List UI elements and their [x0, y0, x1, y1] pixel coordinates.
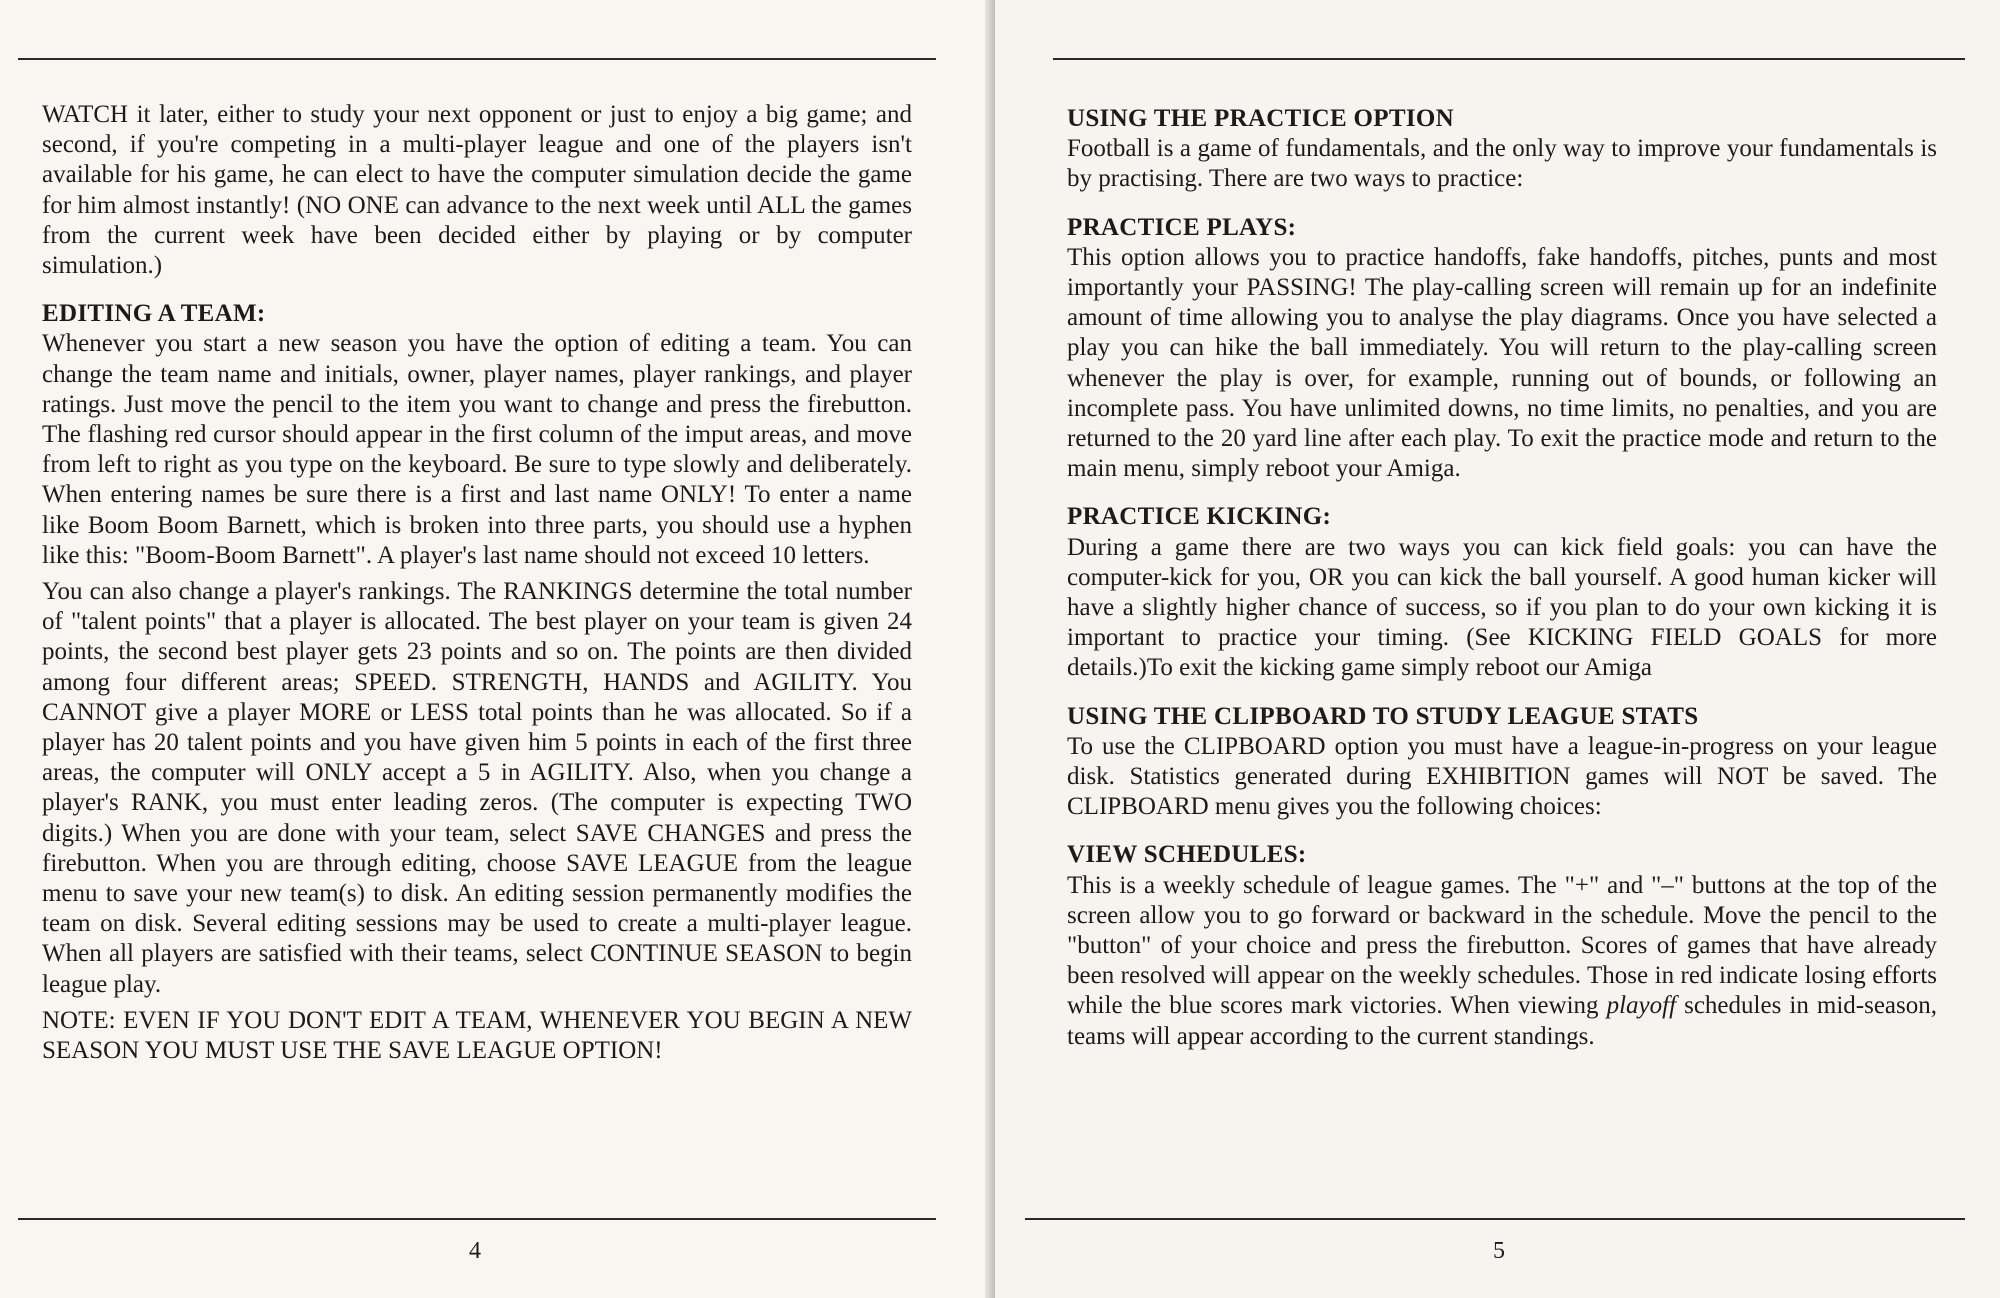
editing-paragraph-2: You can also change a player's rankings. The RANKINGS determine the total number of "talent points" that a player is allocated. The best player on your team is given 24 points, the second best player gets 23 points and so on. The points are then divided among four different areas; SPEED. STRENGTH, HANDS and AGILITY. You CANNOT give a player MORE or LESS total points than he was allocated. So if a player has 20 talent points and you have given him 5 points in each of the first three areas, the computer will ONLY accept a 5 in AGILITY. Also, when you change a player's RANK, you must enter leading zeros. (The computer is expecting TWO digits.) When you are done with your team, select SAVE CHANGES and press the firebutton. When you are through editing, choose SAVE LEAGUE from the league menu to save your new team(s) to disk. An editing session permanently modifies the team on disk. Several editing sessions may be used to create a multi-player league. When all players are satisfied with their teams, select CONTINUE SEASON to begin league play. [42, 578, 912, 998]
top-rule [18, 58, 936, 60]
page-left [0, 0, 990, 1298]
practice-heading: USING THE PRACTICE OPTION [1067, 105, 1454, 132]
page-number: 5 [1493, 1238, 1505, 1264]
page-right-content [1067, 102, 1937, 1058]
top-rule [1053, 58, 1965, 60]
clipboard-heading: USING THE CLIPBOARD TO STUDY LEAGUE STATS [1067, 702, 1699, 730]
practice-plays-paragraph: This option allows you to practice handoffs, fake handoffs, pitches, punts and most importantly your PASSING! The play-calling screen will remain up for an indefinite amount of time allowing you to analyse the play diagrams. Once you have selected a play you can hike the ball immediately. You will return to the play-calling screen whenever the play is over, for example, running out of bounds, or following an incomplete pass. You have unlimited downs, no time limits, no penalties, and you are returned to the 20 yard line after each play. To exit the practice mode and return to the main menu, simply reboot your Amiga. [1067, 243, 1937, 483]
editing-paragraph-1: Whenever you start a new season you have the option of editing a team. You can change the team name and initials, owner, player names, player rankings, and player ratings. Just move the pencil to the item you want to change and press the firebutton. The flashing red cursor should appear in the first column of the imput areas, and move from left to right as you type on the keyboard. Be sure to type slowly and deliberately. When entering names be sure there is a first and last name ONLY! To enter a name like Boom Boom Barnett, which is broken into three parts, you should use a hyphen like this: "Boom-Boom Barnett". A player's last name should not exceed 10 letters. [42, 330, 912, 569]
practice-paragraph: Football is a game of fundamentals, and the only way to improve your fundamentals is by practising. There are two ways to practice: [1067, 135, 1937, 193]
page-right [995, 0, 2000, 1298]
intro-paragraph: WATCH it later, either to study your next opponent or just to enjoy a big game; and second, if you're competing in a multi-player league and one of the players isn't available for his game, he can elect to have the computer simulation decide the game for him almost instantly! (NO ONE can advance to the next week until ALL the games from the current week have been decided either by playing or by computer simulation.) [42, 101, 912, 280]
bottom-rule [18, 1218, 936, 1220]
practice-kicking-paragraph: During a game there are two ways you can kick field goals: you can have the computer-kick for you, OR you can kick the ball yourself. A good human kicker will have a slightly higher chance of success, so if you plan to do your own kicking it is important to practice your timing. (See KICKING FIELD GOALS for more details.)To exit the kicking game simply reboot our Amiga [1067, 533, 1937, 682]
save-league-note: NOTE: EVEN IF YOU DON'T EDIT A TEAM, WHENEVER YOU BEGIN A NEW SEASON YOU MUST USE THE SAVE LEAGUE OPTION! [42, 1006, 912, 1065]
view-schedules-paragraph [1067, 871, 1937, 1052]
practice-plays-heading: PRACTICE PLAYS: [1067, 213, 1297, 241]
schedules-text-italic: playoff [1606, 992, 1677, 1020]
view-schedules-heading: VIEW SCHEDULES: [1067, 841, 1307, 869]
bottom-rule [1025, 1218, 1965, 1220]
page-left-content [42, 100, 912, 1072]
schedules-text-start: This is a weekly schedule of league games. The "+" and "–" buttons at the top of the screen allow you to go forward or backward in the schedule. Move the pencil to the "button" of your choice and press the firebutton. Scores of games that have already been resolved will appear on the weekly schedules. Those in red indicate losing efforts while the blue scores mark victories. When viewing [1067, 871, 1937, 1020]
editing-heading: EDITING A TEAM: [42, 300, 266, 328]
schedules-text-end: schedules in mid-season, teams will appear according to the current standings. [1067, 992, 1937, 1050]
clipboard-paragraph: To use the CLIPBOARD option you must have a league-in-progress on your league disk. Statistics generated during EXHIBITION games will NOT be saved. The CLIPBOARD menu gives you the following choices: [1067, 732, 1937, 821]
page-number: 4 [469, 1238, 481, 1264]
practice-kicking-heading: PRACTICE KICKING: [1067, 503, 1332, 531]
